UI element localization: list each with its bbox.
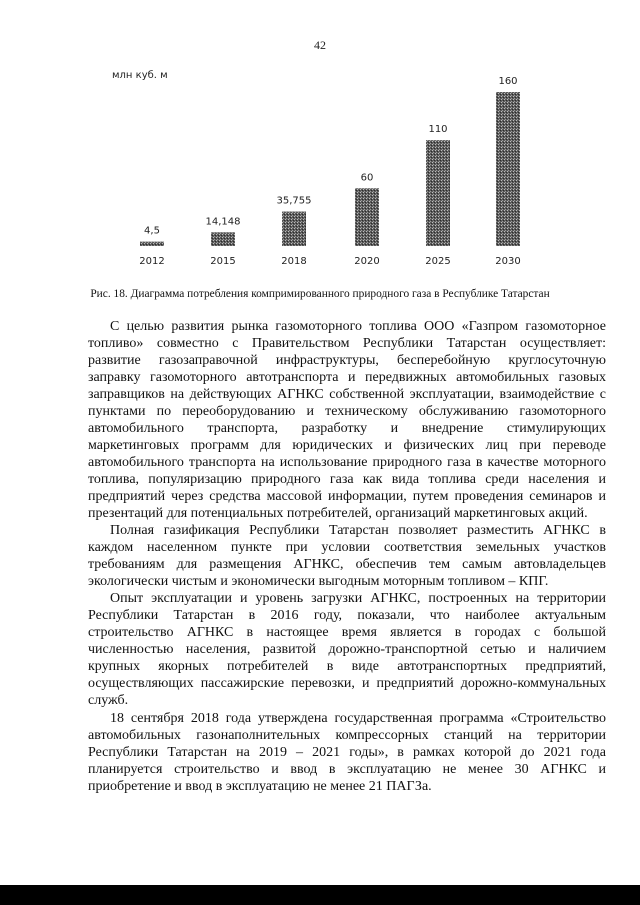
data-label-2020: 60 [360, 172, 374, 184]
page-number: 42 [314, 38, 326, 52]
paragraph-1-line: заправщиков на действующих АГНКС собственной эксплуатации, взаимодействие с [88, 387, 606, 402]
paragraph-1-line: топливо» совместно с Правительством Республики Татарстан осуществляет: [88, 336, 606, 351]
paragraph-4-line: приобретение и ввод в эксплуатацию не менее 21 ПАГЗа. [88, 779, 432, 794]
data-label-2018: 35,755 [276, 195, 312, 207]
paragraph-1-line: пунктами по переоборудованию и техническому обслуживанию газомоторного [88, 404, 606, 419]
bar-2030 [496, 92, 520, 246]
data-label-2015: 14,148 [205, 216, 241, 228]
data-label-2012: 4,5 [144, 225, 160, 237]
bar-chart [0, 0, 640, 280]
y-axis-label: млн куб. м [112, 70, 168, 81]
data-label-2025: 110 [428, 124, 448, 136]
figure-caption: Рис. 18. Диаграмма потребления компримированного природного газа в Республике Татарстан [90, 288, 550, 300]
paragraph-3-line: крупных якорных потребителей в виде автотранспортных предприятий, [88, 659, 606, 674]
data-label-2030: 160 [498, 76, 518, 87]
paragraph-2-line: экологически чистым и экономически выгодным моторным топливом – КПГ. [88, 574, 549, 589]
paragraph-1-line: предприятий через средства массовой информации, путем проведения семинаров и [88, 489, 606, 504]
paragraph-2-line: требованиям для размещения АГНКС, обеспечив тем самым автовладельцев [88, 557, 606, 572]
paragraph-3-line: численностью населения, развитой дорожно-транспортной сетью и наличием [88, 642, 606, 657]
paragraph-1-line: маркетинговых программ для юридических и физических лиц при переводе [88, 438, 606, 453]
paragraph-1-line: автомобильного транспорта, разработку и внедрение стимулирующих [88, 421, 606, 436]
paragraph-4-line: 18 сентября 2018 года утверждена государственная программа «Строительство [110, 711, 606, 726]
paragraph-3-line: Опыт эксплуатации и уровень загрузки АГНКС, построенных на территории [110, 591, 606, 606]
bar-2015 [211, 232, 235, 246]
paragraph-1-line: развитие газозаправочной инфраструктуры, бесперебойную круглосуточную [88, 353, 606, 368]
x-tick-label-2025: 2025 [425, 256, 451, 267]
x-tick-label-2018: 2018 [281, 256, 307, 267]
x-tick-label-2030: 2030 [495, 256, 521, 267]
paragraph-1-line: автомобильного транспорта на использование природного газа в качестве моторного [88, 455, 606, 470]
bar-2018 [282, 212, 306, 246]
paragraph-4-line: автомобильных газонаполнительных компрессорных станций на территории [88, 728, 606, 743]
paragraph-1-line: С целью развития рынка газомоторного топлива ООО «Газпром газомоторное [110, 319, 606, 334]
paragraph-3-line: служб. [88, 693, 129, 708]
bar-2012 [140, 242, 164, 246]
x-tick-label-2020: 2020 [354, 256, 380, 267]
paragraph-3-line: строительство АГНКС в настоящее время является в городах с большой [88, 625, 606, 640]
x-tick-label-2015: 2015 [210, 256, 236, 267]
bar-2020 [355, 188, 379, 246]
paragraph-4-line: планируется строительство и ввод в эксплуатацию не менее 30 АГНКС и [88, 762, 606, 777]
paragraph-3-line: Республики Татарстан в 2016 году, показали, что наиболее актуальным [88, 608, 606, 623]
paragraph-1-line: топлива, популяризацию природного газа как вида топлива среди населения и [88, 472, 606, 487]
paragraph-2-line: каждом населенном пункте при условии соответствия земельных участков [88, 540, 606, 555]
paragraph-3-line: осуществляющих пассажирские перевозки, и предприятий дорожно-коммунальных [88, 676, 606, 691]
paragraph-2-line: Полная газификация Республики Татарстан позволяет разместить АГНКС в [110, 523, 606, 538]
paragraph-1-line: презентаций для потенциальных потребителей, организаций маркетинговых акций. [88, 506, 588, 521]
paragraph-4-line: Республики Татарстан на 2019 – 2021 годы», в рамках которой до 2021 года [88, 745, 606, 760]
paragraph-1-line: заправку газомоторного автотранспорта и передвижных автомобильных газовых [88, 370, 606, 385]
x-tick-label-2012: 2012 [139, 256, 165, 267]
bar-2025 [426, 140, 450, 246]
scan-bottom-border [0, 885, 640, 905]
